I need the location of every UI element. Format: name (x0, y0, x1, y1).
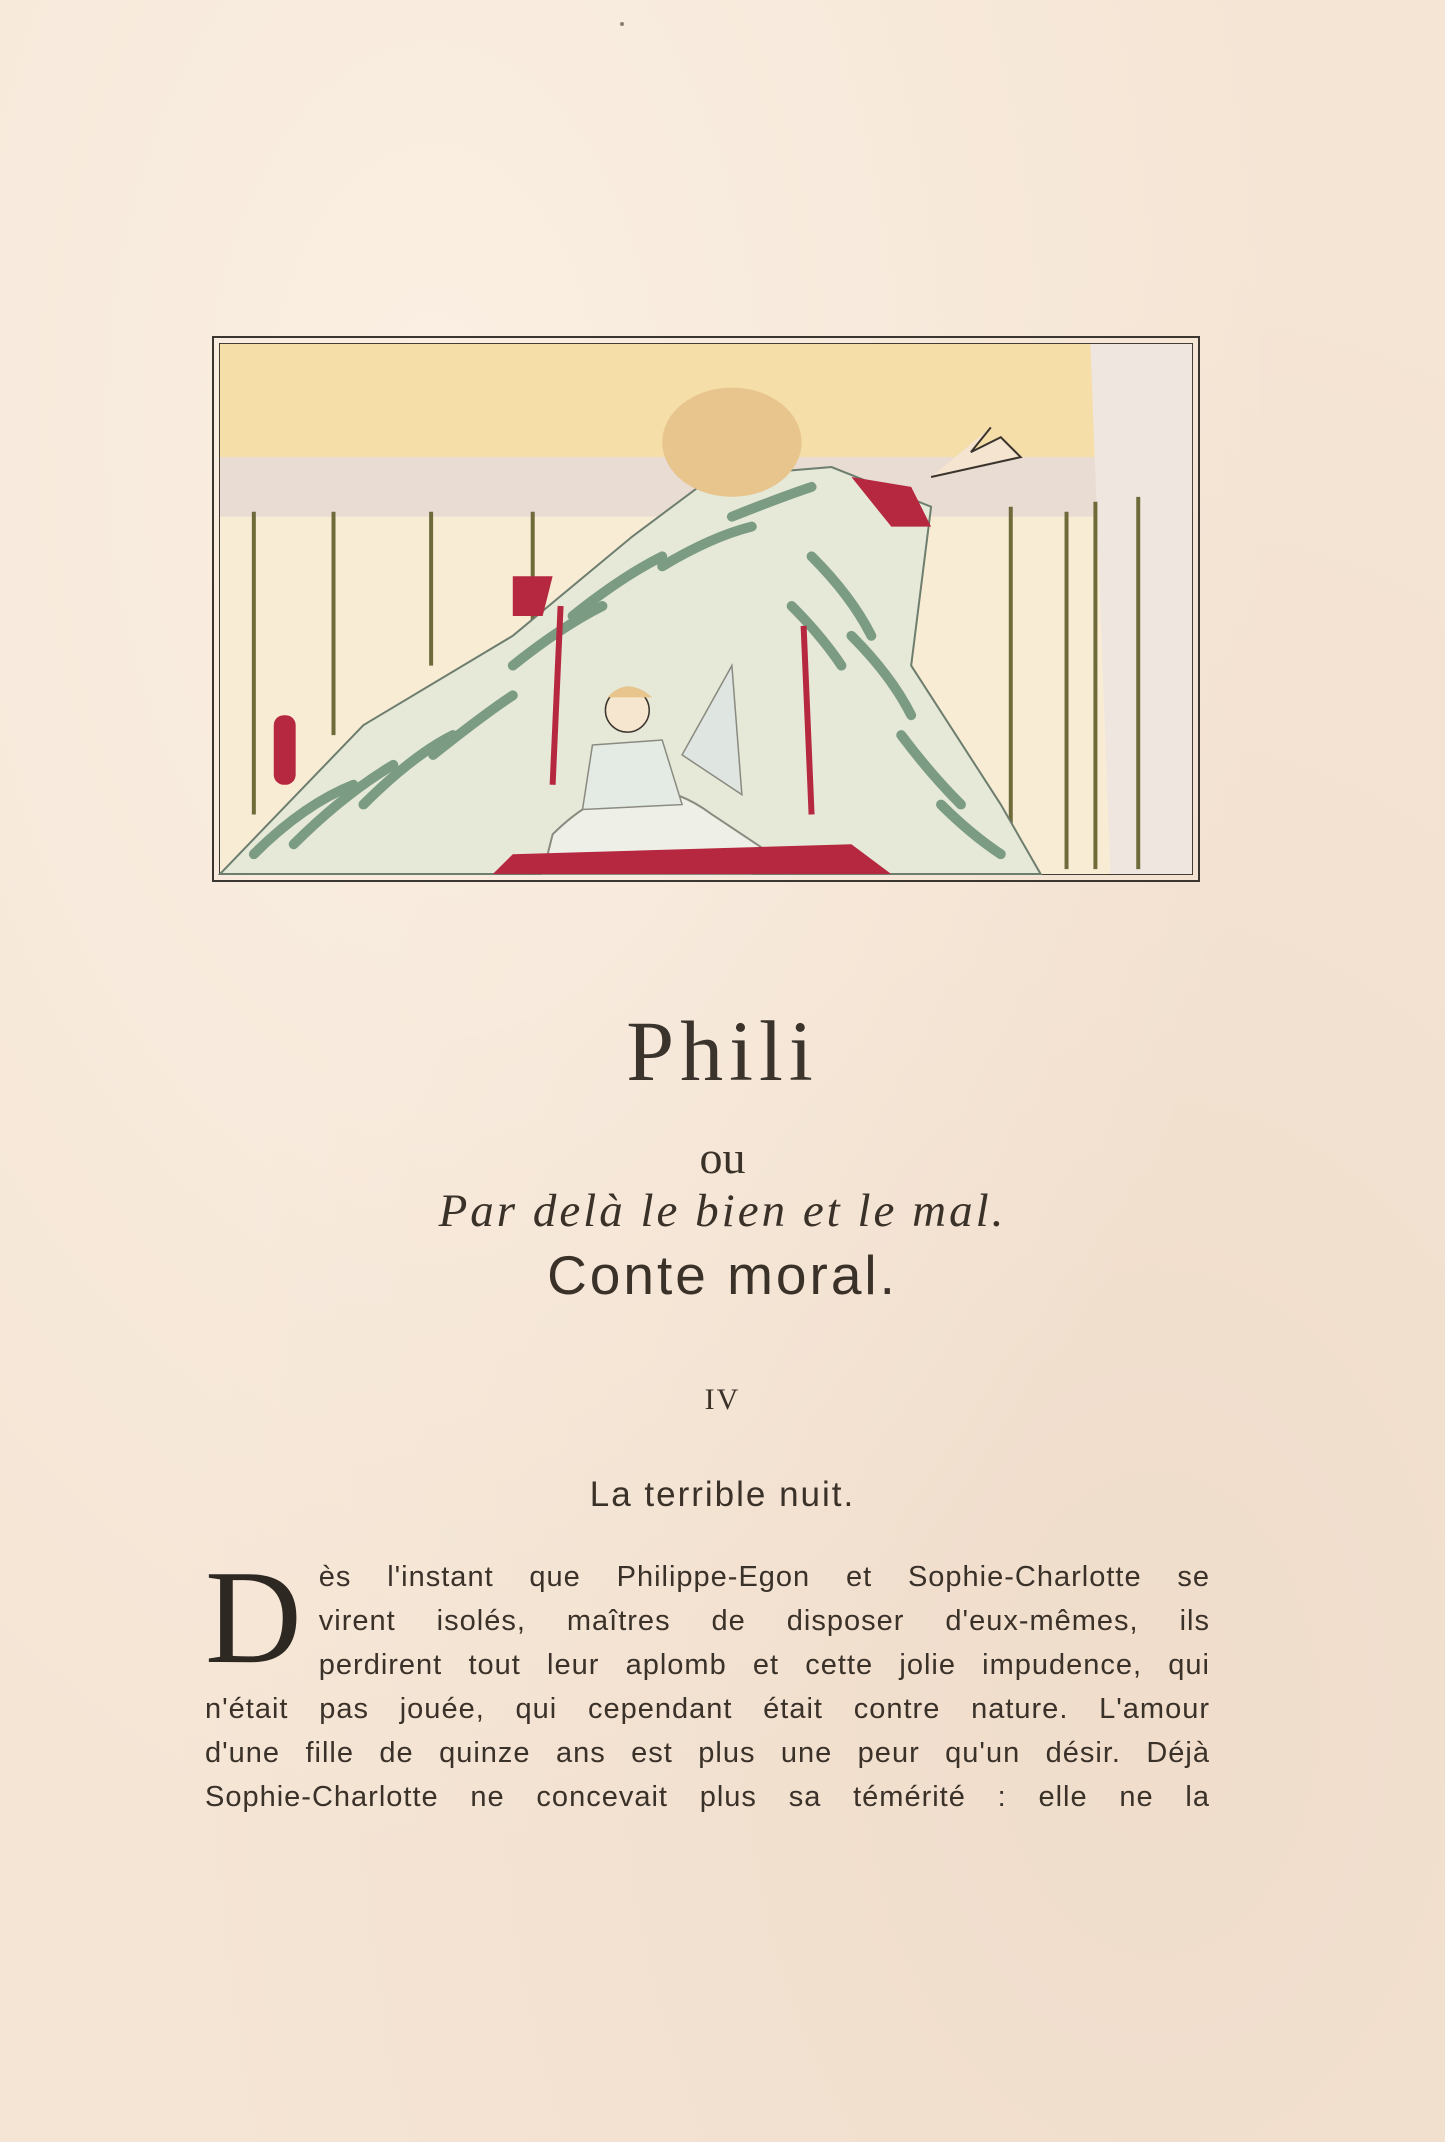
illustration-frame (212, 336, 1200, 882)
drop-cap: D (205, 1543, 303, 1691)
body-text (205, 1543, 1210, 1819)
body-line-5: d'une fille de quinze ans est plus une peur qu'un désir. Déjà (205, 1737, 1210, 1769)
body-line-4: n'était pas jouée, qui cependant était contre nature. L'amour (205, 1693, 1210, 1725)
body-line-1: ès l'instant que Philippe-Egon et Sophie-Charlotte se (318, 1561, 1210, 1593)
title-conjunction: ou (699, 1132, 746, 1183)
paper-speck (620, 22, 624, 26)
page-title: Phili (626, 1003, 819, 1099)
body-line-2: virent isolés, maîtres de disposer d'eux-mêmes, ils (318, 1605, 1210, 1637)
genre-label: Conte moral. (547, 1244, 898, 1306)
bedroom-scene-illustration (214, 338, 1198, 880)
page-subtitle: Par delà le bien et le mal. (438, 1185, 1007, 1237)
chapter-title: La terrible nuit. (589, 1475, 856, 1514)
chapter-number: IV (704, 1383, 741, 1416)
body-line-3: perdirent tout leur aplomb et cette jolie impudence, qui (318, 1649, 1210, 1681)
body-line-6: Sophie-Charlotte ne concevait plus sa témérité : elle ne la (205, 1781, 1210, 1813)
